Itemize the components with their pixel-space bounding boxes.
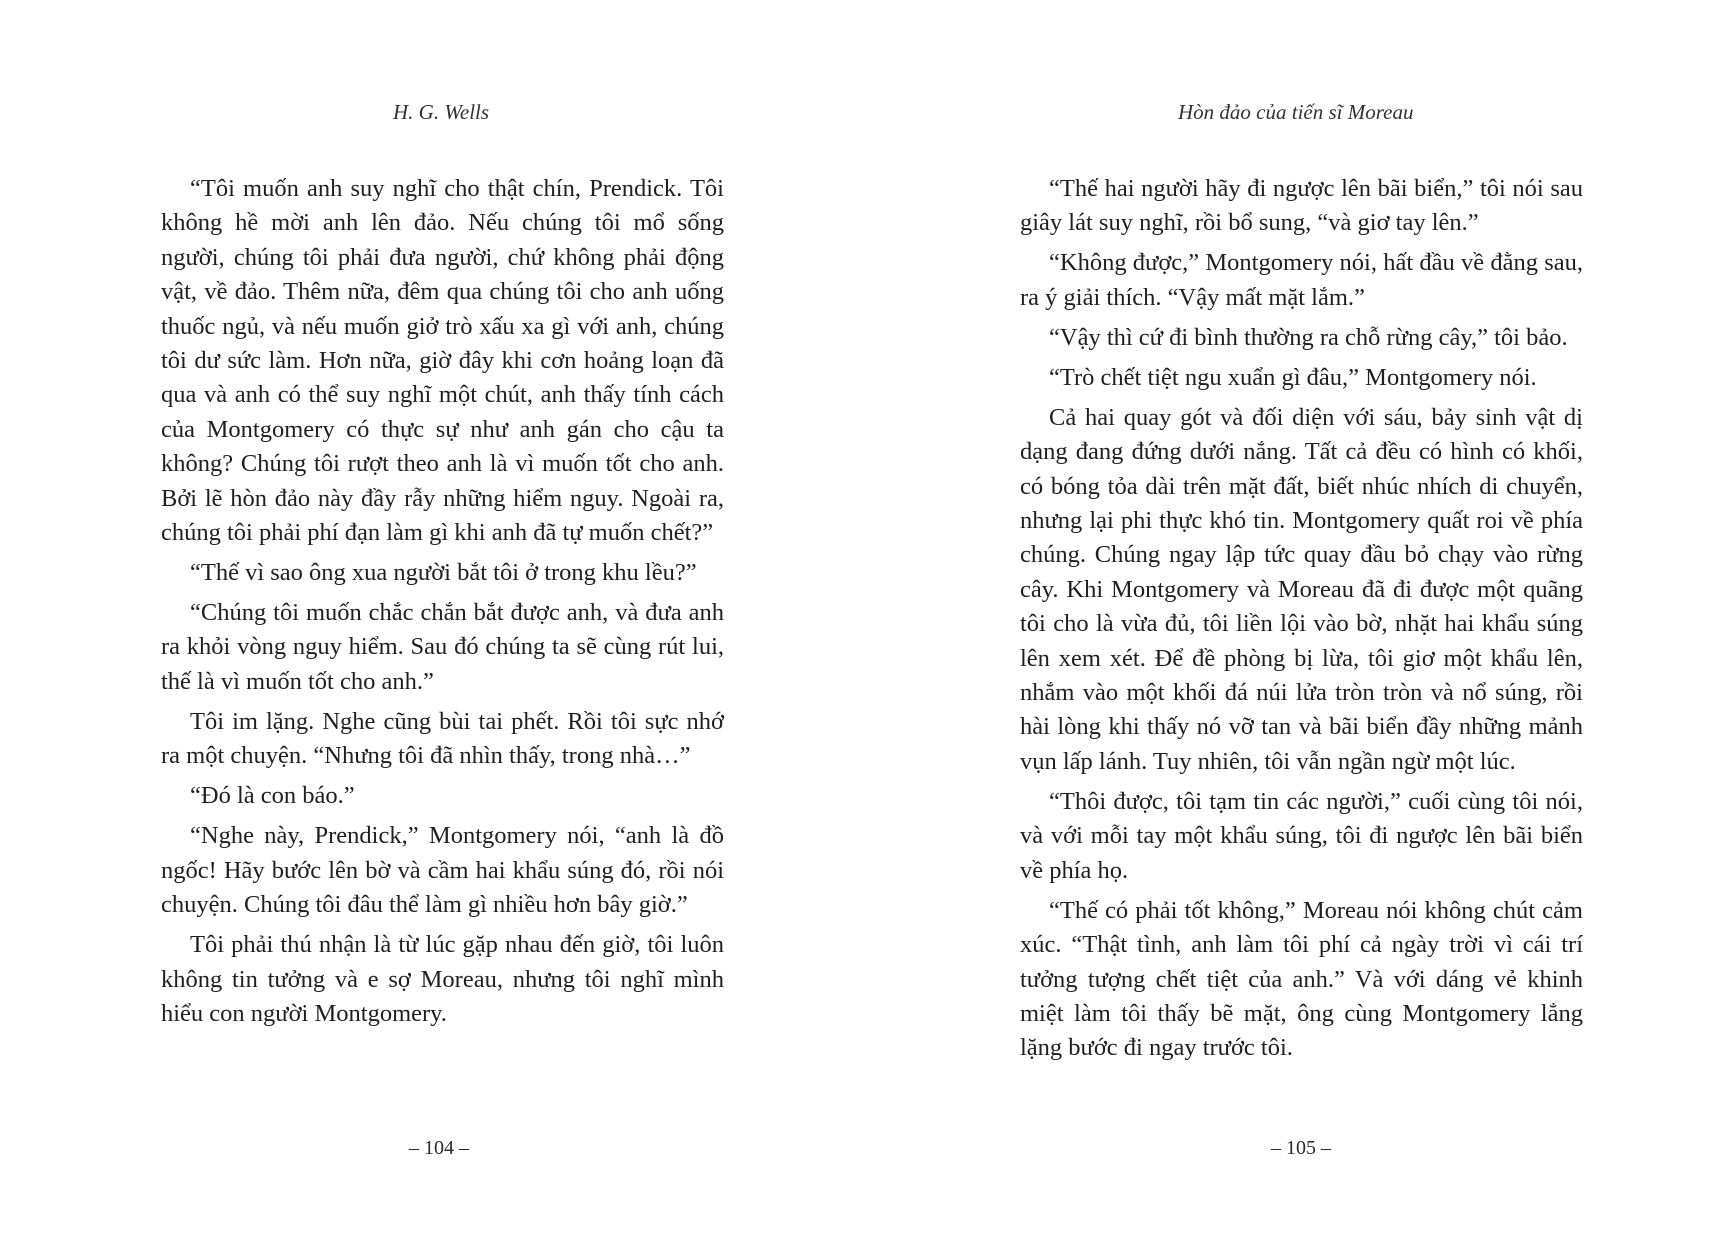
- paragraph: “Vậy thì cứ đi bình thường ra chỗ rừng cây,” tôi bảo.: [1049, 323, 1568, 351]
- body-text: [161, 172, 724, 1037]
- page-number: – 105 –: [1271, 1137, 1331, 1159]
- paragraph: “Không được,” Montgomery nói, hất đầu về đằng sau, ra ý giải thích. “Vậy mất mặt lắm.”: [1020, 249, 1583, 311]
- body-text: [1020, 172, 1583, 1071]
- paragraph: “Tôi muốn anh suy nghĩ cho thật chín, Prendick. Tôi không hề mời anh lên đảo. Nếu chúng tôi mổ sống người, chúng tôi phải đưa người, chứ không phải động vật, về đảo. Thêm nữa, đêm qua chúng tôi cho anh uống thuốc ngủ, và nếu muốn giở trò xấu xa gì với anh, chúng tôi dư sức làm. Hơn nữa, giờ đây khi cơn hoảng loạn đã qua và anh có thể suy nghĩ một chút, anh thấy tính cách của Montgomery có thực sự như anh gán cho cậu ta không? Chúng tôi rượt theo anh là vì muốn tốt cho anh. Bởi lẽ hòn đảo này đầy rẫy những hiểm nguy. Ngoài ra, chúng tôi phải phí đạn làm gì khi anh đã tự muốn chết?”: [161, 175, 724, 547]
- paragraph: “Trò chết tiệt ngu xuẩn gì đâu,” Montgomery nói.: [1049, 363, 1537, 391]
- paragraph: “Đó là con báo.”: [190, 782, 355, 810]
- paragraph: Tôi phải thú nhận là từ lúc gặp nhau đến giờ, tôi luôn không tin tưởng và e sợ Moreau, nhưng tôi nghĩ mình hiểu con người Montgomery.: [161, 931, 724, 1027]
- page-number: – 104 –: [409, 1137, 469, 1159]
- right-page: [868, 0, 1736, 1234]
- paragraph: “Thế hai người hãy đi ngược lên bãi biển,” tôi nói sau giây lát suy nghĩ, rồi bổ sung, “và giơ tay lên.”: [1020, 175, 1583, 237]
- paragraph: “Thế có phải tốt không,” Moreau nói không chút cảm xúc. “Thật tình, anh làm tôi phí cả ngày trời vì cái trí tưởng tượng chết tiệt của anh.” Và với dáng vẻ khinh miệt làm tôi thấy bẽ mặt, ông cùng Montgomery lẳng lặng bước đi ngay trước tôi.: [1020, 896, 1583, 1062]
- paragraph: “Thôi được, tôi tạm tin các người,” cuối cùng tôi nói, và với mỗi tay một khẩu súng, tôi đi ngược lên bãi biển về phía họ.: [1020, 787, 1583, 884]
- paragraph: Cả hai quay gót và đối diện với sáu, bảy sinh vật dị dạng đang đứng dưới nắng. Tất cả đều có hình có khối, có bóng tỏa dài trên mặt đất, biết nhúc nhích di chuyển, nhưng lại phi thực khó tin. Montgomery quất roi về phía chúng. Chúng ngay lập tức quay đầu bỏ chạy vào rừng cây. Khi Montgomery và Moreau đã đi được một quãng tôi cho là vừa đủ, tôi liền lội vào bờ, nhặt hai khẩu súng lên xem xét. Để đề phòng bị lừa, tôi giơ một khẩu lên, nhắm vào một khối đá núi lửa tròn tròn và nổ súng, rồi hài lòng khi thấy nó vỡ tan và bãi biển đầy những mảnh vụn lấp lánh. Tuy nhiên, tôi vẫn ngần ngừ một lúc.: [1020, 403, 1583, 775]
- running-head-author: H. G. Wells: [393, 100, 490, 124]
- running-head-title: Hòn đảo của tiến sĩ Moreau: [1178, 100, 1414, 124]
- paragraph: “Thế vì sao ông xua người bắt tôi ở trong khu lều?”: [190, 559, 697, 587]
- paragraph: Tôi im lặng. Nghe cũng bùi tai phết. Rồi tôi sực nhớ ra một chuyện. “Nhưng tôi đã nhìn thấy, trong nhà…”: [161, 707, 724, 770]
- paragraph: “Nghe này, Prendick,” Montgomery nói, “anh là đồ ngốc! Hãy bước lên bờ và cầm hai khẩu súng đó, rồi nói chuyện. Chúng tôi đâu thể làm gì nhiều hơn bây giờ.”: [161, 822, 724, 919]
- paragraph: “Chúng tôi muốn chắc chắn bắt được anh, và đưa anh ra khỏi vòng nguy hiểm. Sau đó chúng ta sẽ cùng rút lui, thế là vì muốn tốt cho anh.”: [161, 599, 724, 695]
